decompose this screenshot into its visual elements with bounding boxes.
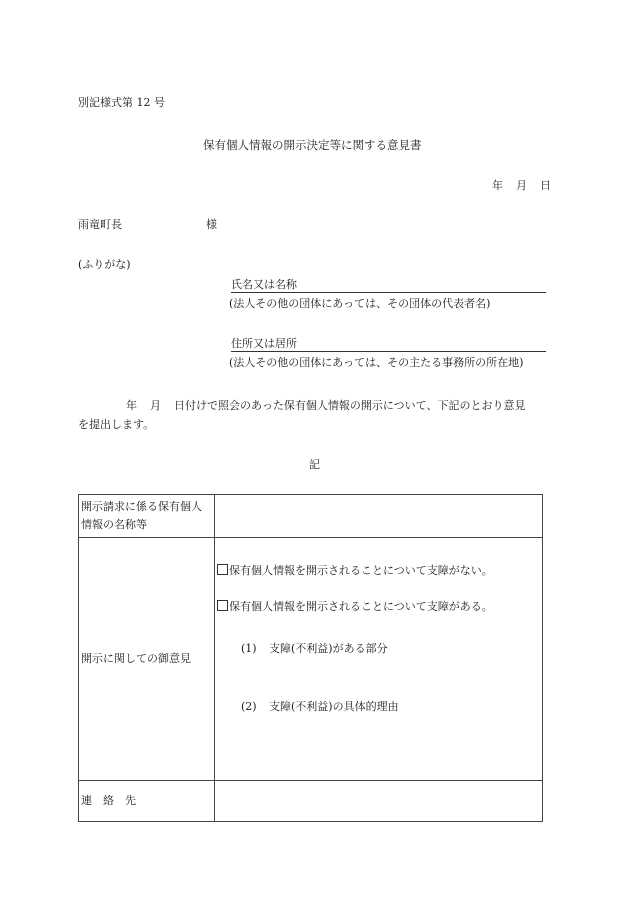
table-row [79, 495, 543, 538]
opinion-table [78, 494, 543, 822]
option-issue-label: 保有個人情報を開示されることについて支障がある。 [229, 600, 493, 613]
sub-item-1 [241, 640, 388, 658]
option-issue[interactable] [217, 598, 493, 616]
address-label: 住所又は居所 [231, 337, 297, 350]
table-row [79, 781, 543, 822]
option-no-issue[interactable] [217, 562, 493, 580]
sub-item-2-text: 支障(不利益)の具体的理由 [269, 700, 399, 713]
sub-item-2 [241, 698, 399, 716]
addressee-name: 雨竜町長 [78, 218, 122, 231]
sub-item-2-number: (2) [241, 700, 257, 713]
table-row [79, 538, 543, 781]
row2-label: 開示に関しての御意見 [79, 538, 215, 781]
form-number: 別記様式第 12 号 [78, 96, 165, 109]
name-underline [231, 292, 546, 293]
date-year-label: 年 [492, 179, 503, 192]
body-month: 月 [150, 399, 161, 412]
row1-value-cell[interactable] [215, 495, 543, 538]
name-label: 氏名又は名称 [231, 278, 297, 291]
body-line1: 日付けで照会のあった保有個人情報の開示について、下記のとおり意見 [174, 399, 526, 412]
row3-value-cell[interactable] [215, 781, 543, 822]
ki-heading: 記 [309, 458, 320, 471]
row1-label [79, 495, 215, 538]
addressee-honorific: 様 [206, 218, 217, 231]
sub-item-1-number: (1) [241, 642, 257, 655]
furigana-label: (ふりがな) [78, 258, 131, 271]
sub-item-1-text: 支障(不利益)がある部分 [269, 642, 388, 655]
date-month-label: 月 [516, 179, 527, 192]
option-no-issue-label: 保有個人情報を開示されることについて支障がない。 [229, 564, 493, 577]
date-day-label: 日 [540, 179, 551, 192]
checkbox-issue[interactable] [217, 600, 228, 611]
body-year: 年 [126, 399, 137, 412]
row1-label-line1: 開示請求に係る保有個人 [81, 500, 202, 513]
row3-label: 連 絡 先 [79, 781, 215, 822]
address-underline [231, 351, 546, 352]
row1-label-line2: 情報の名称等 [81, 518, 147, 531]
address-note: (法人その他の団体にあっては、その主たる事務所の所在地) [229, 356, 524, 369]
row2-value-cell [215, 538, 543, 781]
name-note: (法人その他の団体にあっては、その団体の代表者名) [229, 297, 491, 310]
body-line2: を提出します。 [78, 418, 155, 431]
checkbox-no-issue[interactable] [217, 564, 228, 575]
page-title: 保有個人情報の開示決定等に関する意見書 [203, 138, 422, 152]
